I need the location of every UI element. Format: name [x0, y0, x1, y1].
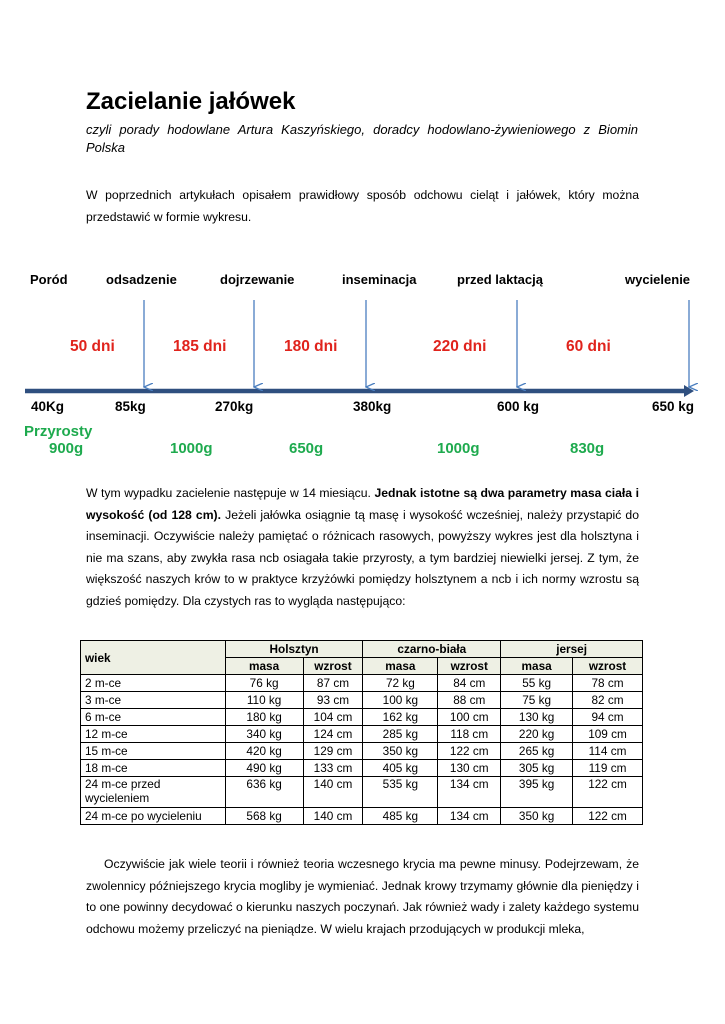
- value-cell: 118 cm: [438, 726, 501, 743]
- row-label-cell: 12 m-ce: [81, 726, 226, 743]
- value-cell: 122 cm: [573, 808, 643, 825]
- stage-label: inseminacja: [342, 272, 417, 287]
- value-cell: 93 cm: [303, 692, 363, 709]
- table-row: [81, 709, 643, 726]
- breed-norms-table: [80, 640, 643, 825]
- weight-label: 380kg: [353, 399, 392, 414]
- gain-value: 900g: [49, 440, 84, 457]
- table-row: [81, 743, 643, 760]
- value-cell: 130 cm: [438, 760, 501, 777]
- weight-label: 40Kg: [31, 399, 65, 414]
- value-cell: 285 kg: [363, 726, 438, 743]
- value-cell: 134 cm: [438, 777, 501, 808]
- sub-header: wzrost: [573, 658, 643, 675]
- sub-header: wzrost: [438, 658, 501, 675]
- row-label-cell: 18 m-ce: [81, 760, 226, 777]
- value-cell: 82 cm: [573, 692, 643, 709]
- value-cell: 114 cm: [573, 743, 643, 760]
- value-cell: 305 kg: [501, 760, 573, 777]
- value-cell: 124 cm: [303, 726, 363, 743]
- value-cell: 100 cm: [438, 709, 501, 726]
- row-label-cell: 15 m-ce: [81, 743, 226, 760]
- stage-label: Poród: [30, 272, 68, 287]
- value-cell: 75 kg: [501, 692, 573, 709]
- duration-label: 180 dni: [284, 338, 338, 355]
- value-cell: 88 cm: [438, 692, 501, 709]
- duration-label: 185 dni: [173, 338, 227, 355]
- sub-header: masa: [363, 658, 438, 675]
- stage-label: przed laktacją: [457, 272, 543, 287]
- value-cell: 140 cm: [303, 777, 363, 808]
- value-cell: 104 cm: [303, 709, 363, 726]
- paragraph-emphasis: Jednak istotne są dwa parametry masa ciała i wysokość (od 128 cm).: [86, 486, 640, 522]
- gain-value: 650g: [289, 440, 324, 457]
- stage-label: odsadzenie: [106, 272, 177, 287]
- paragraph-text: Jeżeli jałówka osiągnie tą masę i wysokość wcześniej, należy przystapić do inseminacji. Oczywiście należy pamiętać o różnicach rasowych, powyższy wykres jest dla holsztyna i nie ma szans, aby zwykła rasa ncb osiagała takie przyrosty, a tym bardziej niewielki jersej. Z tym, że większość naszych krów to w praktyce krzyżówki pomiędzy holsztynem a ncb i ich normy wzrostu są gdzieś pomiędzy. Dla czystych ras to wygląda następująco:: [86, 507, 639, 608]
- gain-value: 1000g: [170, 440, 213, 457]
- duration-label: 50 dni: [70, 338, 115, 355]
- value-cell: 140 cm: [303, 808, 363, 825]
- value-cell: 568 kg: [225, 808, 303, 825]
- value-cell: 76 kg: [225, 675, 303, 692]
- value-cell: 55 kg: [501, 675, 573, 692]
- table-row: [81, 760, 643, 777]
- value-cell: 162 kg: [363, 709, 438, 726]
- duration-label: 60 dni: [566, 338, 611, 355]
- sub-header: masa: [501, 658, 573, 675]
- value-cell: 265 kg: [501, 743, 573, 760]
- value-cell: 535 kg: [363, 777, 438, 808]
- value-cell: 78 cm: [573, 675, 643, 692]
- weight-label: 85kg: [115, 399, 146, 414]
- gain-value: 1000g: [437, 440, 480, 457]
- table-row: [81, 726, 643, 743]
- value-cell: 109 cm: [573, 726, 643, 743]
- value-cell: 134 cm: [438, 808, 501, 825]
- value-cell: 490 kg: [225, 760, 303, 777]
- table-corner-header: wiek: [81, 641, 226, 675]
- stage-label: wycielenie: [625, 272, 691, 287]
- value-cell: 119 cm: [573, 760, 643, 777]
- value-cell: 350 kg: [363, 743, 438, 760]
- value-cell: 84 cm: [438, 675, 501, 692]
- body-paragraph: Oczywiście jak wiele teorii i również teoria wczesnego krycia ma pewne minusy. Podejrzewam, że zwolennicy późniejszego krycia mogliby je wymieniać. Jednak krowy trzymamy głównie dla pieniędzy i to one powinny decydować o kierunku naszych poczynań. Jak również wady i zalety każdego systemu odchowu możemy przeliczyć na pieniądze. W wielu krajach przodujących w produkcji mleka,: [86, 857, 639, 936]
- group-header: czarno-biała: [363, 641, 501, 658]
- weight-label: 650 kg: [652, 399, 695, 414]
- row-label-cell: 3 m-ce: [81, 692, 226, 709]
- value-cell: 180 kg: [225, 709, 303, 726]
- sub-header: wzrost: [303, 658, 363, 675]
- row-label-cell: 24 m-ce przed wycieleniem: [81, 777, 226, 808]
- table-row: [81, 808, 643, 825]
- intro-paragraph: W poprzednich artykułach opisałem prawidłowy sposób odchowu cieląt i jałówek, który można przedstawić w formie wykresu.: [86, 188, 639, 224]
- gains-heading: Przyrosty: [24, 423, 93, 440]
- sub-header: masa: [225, 658, 303, 675]
- value-cell: 94 cm: [573, 709, 643, 726]
- value-cell: 122 cm: [438, 743, 501, 760]
- subtitle: czyli porady hodowlane Artura Kaszyńskiego, doradcy hodowlano-żywieniowego z Biomin Polska: [86, 122, 638, 155]
- page-title: Zacielanie jałówek: [86, 88, 296, 115]
- value-cell: 133 cm: [303, 760, 363, 777]
- gain-value: 830g: [570, 440, 605, 457]
- group-header: jersej: [501, 641, 643, 658]
- value-cell: 405 kg: [363, 760, 438, 777]
- value-cell: 395 kg: [501, 777, 573, 808]
- value-cell: 100 kg: [363, 692, 438, 709]
- value-cell: 87 cm: [303, 675, 363, 692]
- value-cell: 130 kg: [501, 709, 573, 726]
- weight-label: 270kg: [215, 399, 254, 414]
- row-label-cell: 6 m-ce: [81, 709, 226, 726]
- table-row: [81, 675, 643, 692]
- value-cell: 340 kg: [225, 726, 303, 743]
- weight-label: 600 kg: [497, 399, 540, 414]
- table-row: [81, 777, 643, 808]
- value-cell: 420 kg: [225, 743, 303, 760]
- value-cell: 220 kg: [501, 726, 573, 743]
- table-row: [81, 692, 643, 709]
- duration-label: 220 dni: [433, 338, 487, 355]
- value-cell: 485 kg: [363, 808, 438, 825]
- value-cell: 122 cm: [573, 777, 643, 808]
- value-cell: 72 kg: [363, 675, 438, 692]
- stage-label: dojrzewanie: [220, 272, 295, 287]
- value-cell: 350 kg: [501, 808, 573, 825]
- value-cell: 636 kg: [225, 777, 303, 808]
- paragraph-text: W tym wypadku zacielenie następuje w 14 miesiącu.: [86, 486, 375, 500]
- row-label-cell: 2 m-ce: [81, 675, 226, 692]
- value-cell: 129 cm: [303, 743, 363, 760]
- group-header: Holsztyn: [225, 641, 363, 658]
- body-paragraph: [86, 483, 639, 612]
- row-label-cell: 24 m-ce po wycieleniu: [81, 808, 226, 825]
- value-cell: 110 kg: [225, 692, 303, 709]
